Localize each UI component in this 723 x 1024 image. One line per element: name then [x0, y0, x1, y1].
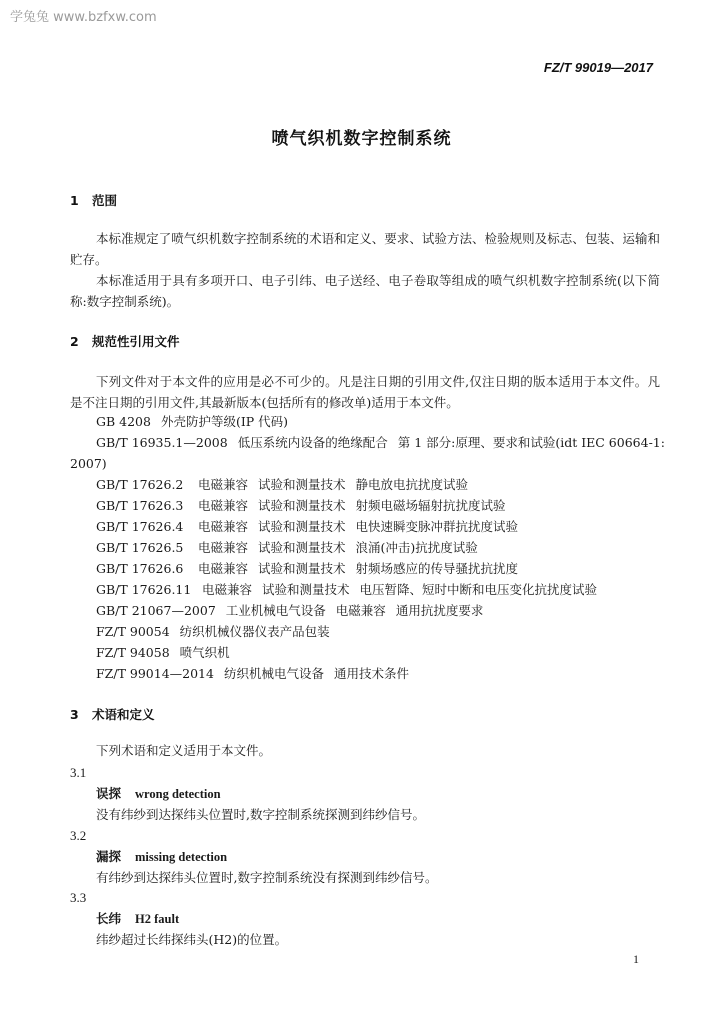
reference-title: 喷气织机 — [179, 645, 230, 660]
reference-item — [96, 496, 506, 516]
reference-title-part: 静电放电抗扰度试验 — [355, 477, 469, 492]
reference-item — [96, 412, 288, 432]
reference-title-part: 通用抗扰度要求 — [395, 603, 484, 618]
watermark: 学兔兔 www.bzfxw.com — [10, 10, 157, 25]
reference-title: 外壳防护等级(IP 代码) — [160, 414, 289, 429]
reference-code: FZ/T 90054 — [96, 624, 170, 639]
reference-title-part: 试验和测量技术 — [258, 561, 346, 576]
section-2-heading — [70, 332, 180, 350]
term-number: 3.3 — [70, 890, 87, 905]
section-3-heading — [70, 705, 155, 723]
reference-code: FZ/T 99014—2014 — [96, 666, 214, 681]
section-number: 3 — [70, 707, 79, 722]
reference-title-part: 试验和测量技术 — [258, 540, 346, 555]
reference-title: 电磁兼容 — [198, 498, 249, 513]
term-definition: 没有纬纱到达探纬头位置时,数字控制系统探测到纬纱信号。 — [96, 807, 425, 822]
reference-item — [96, 475, 468, 495]
reference-title-part: 试验和测量技术 — [262, 582, 350, 597]
reference-title: 电磁兼容 — [198, 561, 249, 576]
reference-title: 纺织机械仪器仪表产品包装 — [179, 624, 330, 639]
reference-item — [96, 622, 330, 642]
section-number: 2 — [70, 334, 79, 349]
reference-code: GB/T 17626.6 — [96, 561, 184, 576]
reference-code: GB/T 21067—2007 — [96, 603, 216, 618]
term-heading — [96, 909, 179, 927]
standard-number: FZ/T 99019—2017 — [543, 60, 653, 75]
reference-item — [96, 559, 518, 579]
scope-paragraph-1: 本标准规定了喷气织机数字控制系统的术语和定义、要求、试验方法、检验规则及标志、包装、运输和贮存。 — [70, 231, 660, 267]
term-english: H2 fault — [135, 912, 180, 926]
reference-item — [96, 601, 483, 621]
page-number: 1 — [633, 952, 639, 966]
reference-item — [96, 643, 230, 663]
term-english: missing detection — [135, 850, 228, 864]
section-1-heading — [70, 191, 117, 209]
reference-title: 电磁兼容 — [198, 519, 249, 534]
reference-title-part: 试验和测量技术 — [258, 519, 346, 534]
reference-code: GB/T 17626.3 — [96, 498, 184, 513]
section-title: 范围 — [92, 193, 118, 208]
reference-code: FZ/T 94058 — [96, 645, 170, 660]
section-number: 1 — [70, 193, 79, 208]
term-number: 3.1 — [70, 765, 87, 780]
reference-item — [96, 664, 409, 684]
reference-title: 电磁兼容 — [198, 540, 249, 555]
reference-item — [96, 580, 597, 600]
term-heading — [96, 847, 227, 865]
reference-code: GB/T 17626.4 — [96, 519, 184, 534]
term-chinese: 漏探 — [96, 849, 122, 864]
reference-code: GB/T 17626.11 — [96, 582, 192, 597]
reference-title-part: 通用技术条件 — [333, 666, 409, 681]
reference-title: 纺织机械电气设备 — [223, 666, 324, 681]
term-definition: 纬纱超过长纬探纬头(H2)的位置。 — [96, 932, 288, 947]
reference-title: 工业机械电气设备 — [225, 603, 326, 618]
reference-continuation: 2007) — [70, 456, 107, 471]
scope-paragraph-2: 本标准适用于具有多项开口、电子引纬、电子送经、电子卷取等组成的喷气织机数字控制系统(以下简称:数字控制系统)。 — [70, 273, 660, 309]
reference-title-part: 电磁兼容 — [335, 603, 386, 618]
term-chinese: 长纬 — [96, 911, 122, 926]
reference-title-part: 电压暂降、短时中断和电压变化抗扰度试验 — [359, 582, 598, 597]
reference-title: 电磁兼容 — [198, 477, 249, 492]
section-title: 规范性引用文件 — [92, 334, 180, 349]
reference-code: GB 4208 — [96, 414, 151, 429]
reference-title-part: 试验和测量技术 — [258, 477, 346, 492]
reference-code: GB/T 16935.1—2008 — [96, 435, 228, 450]
reference-code: GB/T 17626.2 — [96, 477, 184, 492]
document-title: 喷气织机数字控制系统 — [271, 129, 452, 149]
reference-title-part: 电快速瞬变脉冲群抗扰度试验 — [355, 519, 519, 534]
reference-title-part: 试验和测量技术 — [258, 498, 346, 513]
reference-item — [96, 517, 518, 537]
reference-item — [96, 433, 665, 453]
reference-title: 低压系统内设备的绝缘配合 — [237, 435, 388, 450]
references-intro: 下列文件对于本文件的应用是必不可少的。凡是注日期的引用文件,仅注日期的版本适用于本文件。凡是不注日期的引用文件,其最新版本(包括所有的修改单)适用于本文件。 — [70, 374, 660, 410]
term-english: wrong detection — [135, 787, 221, 801]
reference-title: 电磁兼容 — [202, 582, 253, 597]
term-number: 3.2 — [70, 828, 87, 843]
term-chinese: 误探 — [96, 786, 122, 801]
reference-item — [96, 538, 478, 558]
reference-title-part: 射频场感应的传导骚扰抗扰度 — [355, 561, 519, 576]
term-definition: 有纬纱到达探纬头位置时,数字控制系统没有探测到纬纱信号。 — [96, 870, 438, 885]
reference-code: GB/T 17626.5 — [96, 540, 184, 555]
reference-title-part: 浪涌(冲击)抗扰度试验 — [355, 540, 478, 555]
terms-intro: 下列术语和定义适用于本文件。 — [96, 743, 272, 758]
reference-title-part: 第 1 部分:原理、要求和试验(idt IEC 60664-1: — [397, 435, 665, 450]
reference-title-part: 射频电磁场辐射抗扰度试验 — [355, 498, 506, 513]
term-heading — [96, 784, 221, 802]
section-title: 术语和定义 — [92, 707, 155, 722]
